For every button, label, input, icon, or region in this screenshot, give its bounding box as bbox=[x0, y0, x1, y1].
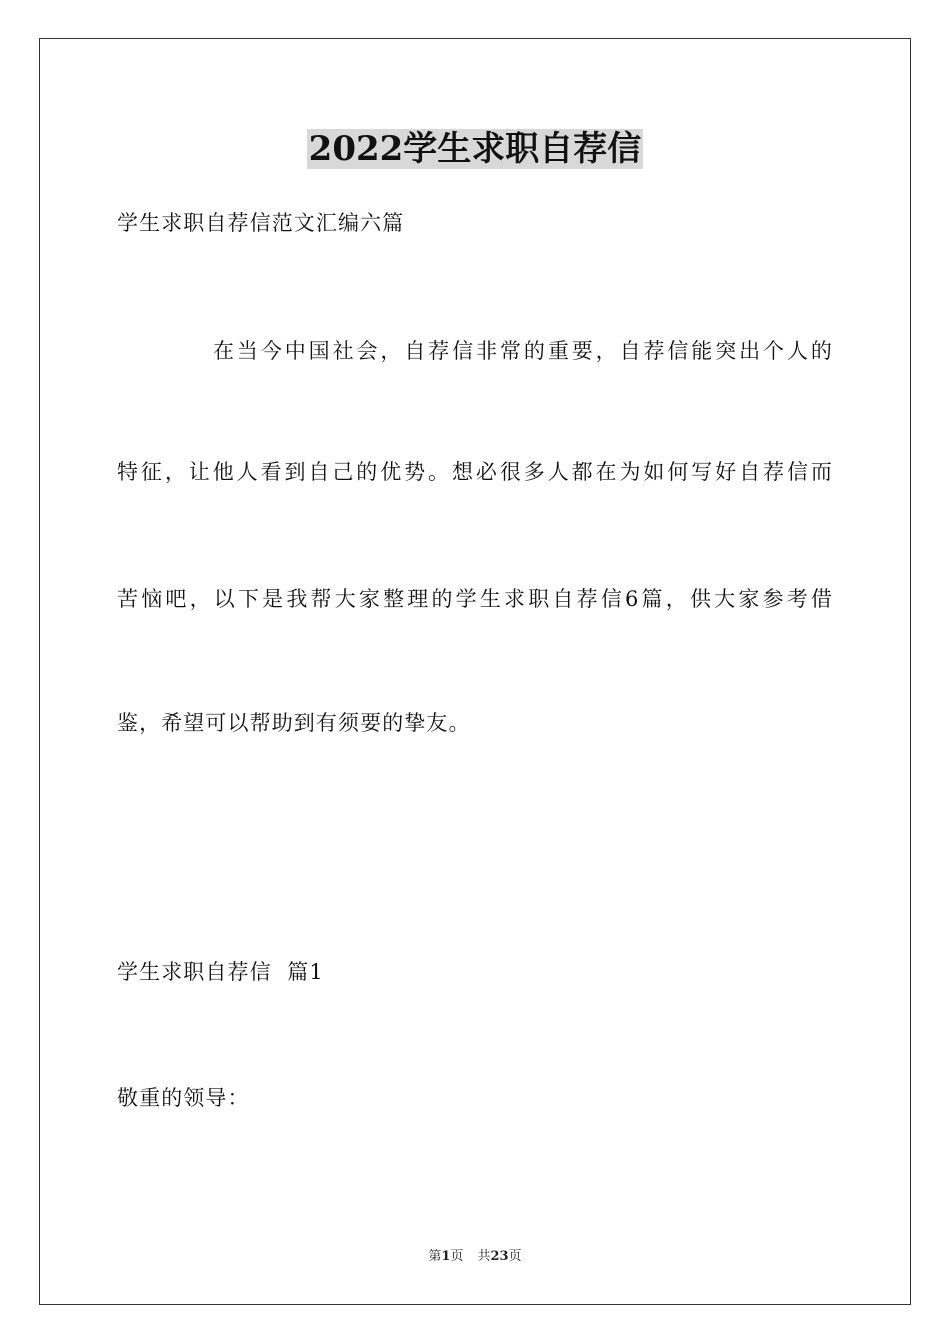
document-subtitle: 学生求职自荐信范文汇编六篇 bbox=[117, 211, 405, 235]
intro-paragraph-line-2: 特征，让他人看到自己的优势。想必很多人都在为如何写好自荐信而 bbox=[117, 460, 833, 484]
intro-paragraph-line-4: 鉴，希望可以帮助到有须要的挚友。 bbox=[117, 711, 471, 735]
section-heading: 学生求职自荐信 篇1 bbox=[117, 960, 324, 984]
footer-total-prefix: 共 bbox=[477, 1249, 491, 1264]
salutation: 敬重的领导： bbox=[117, 1086, 250, 1110]
page-footer bbox=[0, 1247, 950, 1267]
footer-total-pages: 23 bbox=[490, 1249, 509, 1264]
footer-page-suffix: 页 bbox=[450, 1249, 464, 1264]
intro-paragraph-line-1: 在当今中国社会，自荐信非常的重要，自荐信能突出个人的 bbox=[213, 339, 833, 363]
document-title bbox=[0, 124, 950, 174]
footer-page-number: 1 bbox=[441, 1249, 451, 1264]
document-title-text: 2022学生求职自荐信 bbox=[308, 129, 642, 169]
intro-paragraph-line-3: 苦恼吧，以下是我帮大家整理的学生求职自荐信6篇，供大家参考借 bbox=[117, 587, 833, 611]
footer-total-suffix: 页 bbox=[508, 1249, 522, 1264]
footer-page-prefix: 第 bbox=[428, 1249, 442, 1264]
